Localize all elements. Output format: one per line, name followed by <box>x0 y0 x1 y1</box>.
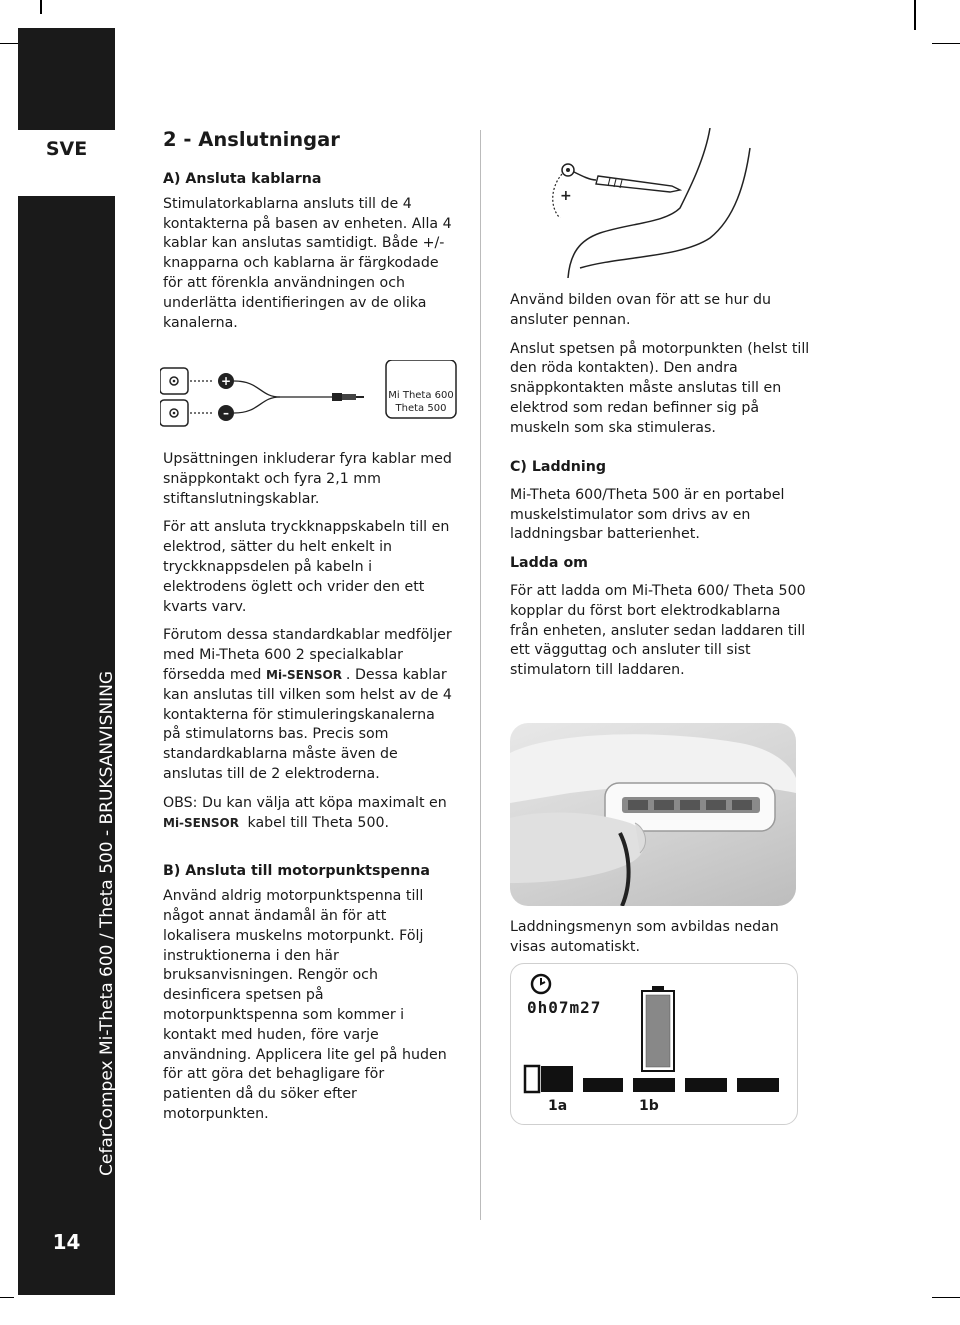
mi-sensor-logo <box>266 667 346 681</box>
device-label-line1: Mi Theta 600 <box>388 390 454 401</box>
section-b-title: B) Ansluta till motorpunktspenna <box>163 863 430 880</box>
section-c-title: C) Laddning <box>510 459 606 475</box>
mi-sensor-logo <box>163 815 243 829</box>
minus-symbol: – <box>223 406 229 420</box>
page-number: 14 <box>52 1230 81 1254</box>
pen-instructions <box>510 291 810 448</box>
para4-start: Förutom dessa standardkablar medföljer med Mi-Theta 600 2 specialkablar försedda med <box>163 627 452 683</box>
sidebar <box>18 28 115 1295</box>
mi-sensor-logo-text: Mi-SENSOR <box>265 667 342 681</box>
mi-sensor-logo-text: Mi-SENSOR <box>163 815 240 829</box>
section-c <box>510 458 810 690</box>
column-divider <box>480 130 481 1220</box>
charging-time: 0h07m27 <box>527 998 602 1017</box>
obs-end: kabel till Theta 500. <box>247 814 390 831</box>
obs-note <box>163 794 453 834</box>
section-a-title: A) Ansluta kablarna <box>163 171 322 187</box>
crop-mark <box>932 43 960 44</box>
section-a-para2: Upsättningen inkluderar fyra kablar med snäppkontakt och fyra 2,1 mm stiftanslutningskablar. <box>163 451 452 507</box>
channel-bar <box>737 1078 779 1092</box>
plus-symbol: + <box>220 374 232 388</box>
channel-indicator-1a <box>525 1066 539 1092</box>
page-title: 2 - Anslutningar <box>163 128 340 151</box>
pen-plus-symbol: + <box>560 188 572 204</box>
cable-diagram <box>160 360 460 432</box>
section-c-para2: För att ladda om Mi-Theta 600/ Theta 500 kopplar du först bort elektrodkablarna från enheten, ansluter sedan laddaren till ett vägguttag och ansluter till sist stimulatorn till laddaren. <box>510 582 806 679</box>
para4-end: . Dessa kablar kan anslutas till vilken som helst av de 4 kontakterna för stimuleringskanalerna på stimulatorns bas. Precis som standardkablarna måste även de anslutas till de 2 elektroderna. <box>163 666 452 782</box>
channel-bars <box>523 1064 785 1096</box>
clock-icon <box>529 972 553 996</box>
section-c-subtitle: Ladda om <box>510 555 588 572</box>
label-1b: 1b <box>639 1098 659 1114</box>
section-c-para1: Mi-Theta 600/Theta 500 är en portabel muskelstimulator som drivs av en laddningsbar batterienhet. <box>510 486 785 543</box>
crop-mark <box>932 1297 960 1298</box>
charging-screen <box>510 963 798 1125</box>
pen-para2: Anslut spetsen på motorpunkten (helst till den röda kontakten). Den andra snäppkontakten måste anslutas till en elektrod som redan befinner sig på muskeln som ska stimuleras. <box>510 340 810 436</box>
language-label: SVE <box>45 138 88 160</box>
section-a-para1: Stimulatorkablarna ansluts till de 4 kontakterna på basen av enheten. Alla 4 kablar kan anslutas samtidigt. Både +/- knapparna och kablarna är färgkodade för att förenkla användningen och underlätta identifieringen av de olika kanalerna. <box>163 195 452 331</box>
section-b-para1: Använd aldrig motorpunktspenna till något annat ändamål än för att lokalisera muskelns motorpunkt. Följ instruktionerna i den här bruksanvisningen. Rengör och desinficera spetsen på motorpunktspenna som kommer i kontakt med huden, före varje användning. Applicera lite gel på huden för att göra det behagligare för patienten då du söker efter motorpunkten. <box>163 888 447 1122</box>
label-1a: 1a <box>548 1098 568 1114</box>
motorpoint-pen-illustration <box>540 128 780 278</box>
section-a-para3: För att ansluta tryckknappskabeln till en elektrod, sätter du helt enkelt in tryckknappsdelen på kabeln i elektrodens öglett och vrider den ett kvarts varv. <box>163 519 450 615</box>
pen-para1: Använd bilden ovan för att se hur du ansluter pennan. <box>510 292 771 328</box>
section-a-para4 <box>163 626 453 784</box>
hand-device-illustration <box>510 723 796 906</box>
charging-caption: Laddningsmenyn som avbildas nedan visas automatiskt. <box>510 919 779 955</box>
charging-photo <box>510 723 796 906</box>
channel-bar-1a <box>541 1066 573 1092</box>
channel-bar <box>685 1078 727 1092</box>
section-a-details <box>163 450 453 1134</box>
vertical-title: CefarCompex Mi-Theta 600 / Theta 500 - BRUKSANVISNING <box>97 670 117 1176</box>
obs-start: OBS: Du kan välja att köpa maximalt en <box>163 794 447 811</box>
crop-mark <box>914 0 916 30</box>
device-label-line2: Theta 500 <box>395 403 447 414</box>
section-a-intro <box>163 170 453 342</box>
crop-mark <box>40 0 42 14</box>
crop-mark <box>0 1297 14 1298</box>
battery-icon <box>641 986 675 1072</box>
channel-bar <box>633 1078 675 1092</box>
channel-bar <box>583 1078 623 1092</box>
